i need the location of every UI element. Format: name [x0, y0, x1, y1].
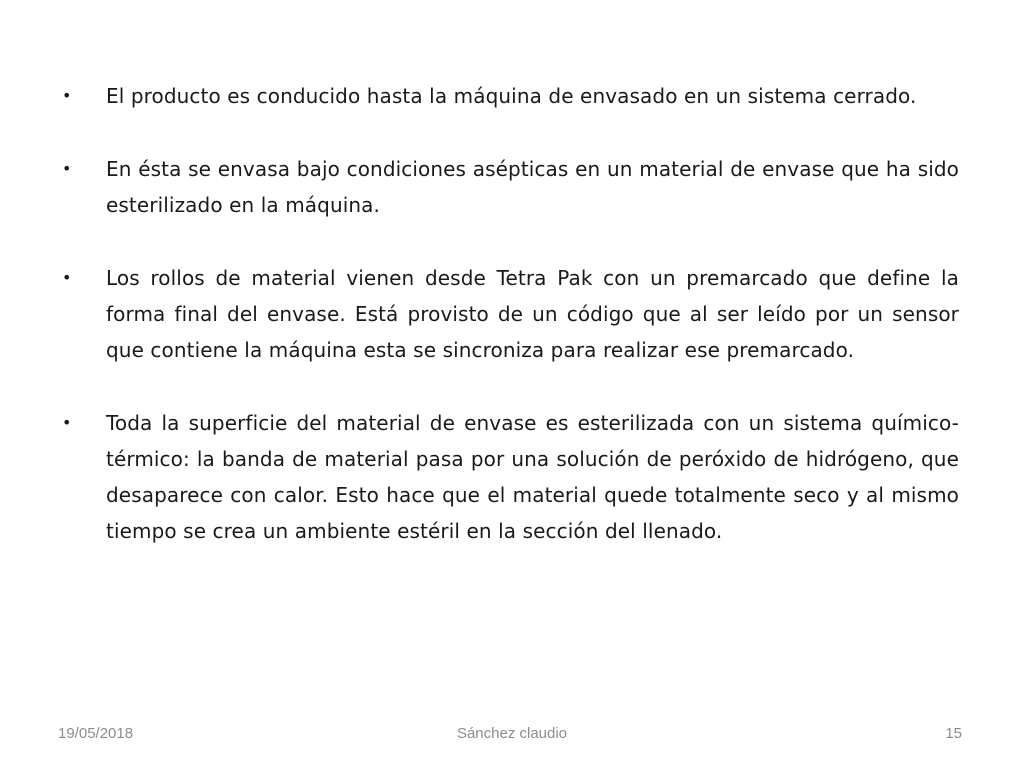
bullet-icon: •: [62, 413, 72, 432]
bullet-item: [62, 78, 959, 114]
bullet-icon: •: [62, 159, 72, 178]
bullet-item: [62, 151, 959, 223]
bullet-text: Los rollos de material vienen desde Tetra Pak con un premarcado que define la forma final del envase. Está provisto de un código que al ser leído por un sensor que contiene la máquina esta se sincroniza para realizar ese premarcado.: [106, 266, 959, 362]
footer-date: 19/05/2018: [58, 725, 134, 742]
footer-page-number: 15: [945, 725, 962, 742]
bullet-text: Toda la superficie del material de envase es esterilizada con un sistema químico-térmico: la banda de material pasa por una solución de peróxido de hidrógeno, que desaparece con calor. Esto hace que el material quede totalmente seco y al mismo tiempo se crea un ambiente estéril en la sección del llenado.: [106, 411, 959, 543]
bullet-text: El producto es conducido hasta la máquina de envasado en un sistema cerrado.: [106, 84, 917, 108]
bullet-icon: •: [62, 268, 72, 287]
bullet-list: [62, 78, 959, 549]
bullet-item: [62, 260, 959, 368]
bullet-item: [62, 405, 959, 549]
bullet-text: En ésta se envasa bajo condiciones asépticas en un material de envase que ha sido esterilizado en la máquina.: [106, 157, 959, 217]
bullet-icon: •: [62, 86, 72, 105]
footer-author: Sánchez claudio: [456, 725, 568, 742]
